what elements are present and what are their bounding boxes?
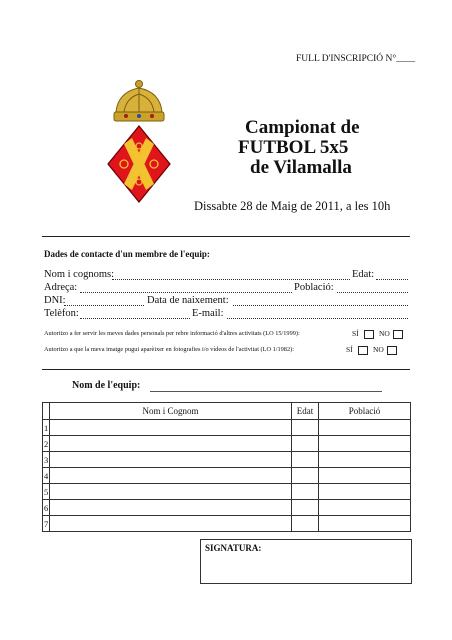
event-title-line2: FUTBOL 5x5 [238, 137, 349, 158]
town-cell[interactable] [319, 484, 411, 500]
contact-heading: Dades de contacte d'un membre de l'equip: [44, 249, 210, 259]
row-number: 1 [43, 420, 50, 436]
name-cell[interactable] [50, 452, 292, 468]
table-row [43, 500, 411, 516]
age-cell[interactable] [292, 484, 319, 500]
name-cell[interactable] [50, 420, 292, 436]
signature-box[interactable] [200, 539, 412, 584]
divider-middle [42, 369, 410, 370]
table-row [43, 420, 411, 436]
name-cell[interactable] [50, 468, 292, 484]
town-cell[interactable] [319, 500, 411, 516]
image-consent-yes-label: SÍ [346, 345, 353, 354]
town-cell[interactable] [319, 516, 411, 532]
event-date: Dissabte 28 de Maig de 2011, a les 10h [194, 199, 391, 213]
divider-top [42, 236, 410, 237]
team-name-label: Nom de l'equip: [72, 380, 141, 391]
team-table [42, 402, 411, 532]
dni-field[interactable] [64, 305, 144, 306]
age-cell[interactable] [292, 436, 319, 452]
table-row [43, 484, 411, 500]
form-number-label: FULL D'INSCRIPCIÓ N°____ [296, 54, 416, 64]
age-cell[interactable] [292, 420, 319, 436]
name-cell[interactable] [50, 436, 292, 452]
age-cell[interactable] [292, 468, 319, 484]
row-number: 7 [43, 516, 50, 532]
age-cell[interactable] [292, 500, 319, 516]
table-row [43, 516, 411, 532]
town-cell[interactable] [319, 436, 411, 452]
row-number: 3 [43, 452, 50, 468]
image-consent-text: Autoritzo a que la meva imatge pugui aparèixer en fotografies i/o vídeos de l'activitat (LO 1/1982): [44, 346, 294, 353]
coat-of-arms-icon [104, 78, 174, 204]
signature-label: SIGNATURA: [205, 543, 262, 553]
row-number: 6 [43, 500, 50, 516]
image-consent-no-checkbox[interactable] [387, 346, 397, 355]
table-header-cell [43, 403, 50, 420]
town-cell[interactable] [319, 452, 411, 468]
table-row [43, 468, 411, 484]
data-consent-no-label: NO [379, 329, 390, 338]
event-title-line3: de Vilamalla [250, 157, 352, 178]
data-consent-yes-checkbox[interactable] [364, 330, 374, 339]
age-cell[interactable] [292, 516, 319, 532]
row-number: 5 [43, 484, 50, 500]
phone-field[interactable] [80, 318, 190, 319]
phone-label: Telèfon: [44, 308, 79, 319]
email-label: E-mail: [192, 308, 224, 319]
table-header-row [43, 403, 411, 420]
name-field[interactable] [112, 279, 350, 280]
data-consent-yes-label: SÍ [352, 329, 359, 338]
table-row [43, 436, 411, 452]
birth-date-label: Data de naixement: [147, 295, 229, 306]
event-title-line1: Campionat de [245, 117, 360, 138]
town-cell[interactable] [319, 420, 411, 436]
name-cell[interactable] [50, 516, 292, 532]
age-label: Edat: [352, 269, 375, 280]
age-field[interactable] [376, 279, 408, 280]
town-label: Població: [294, 282, 334, 293]
address-field[interactable] [80, 292, 292, 293]
name-cell[interactable] [50, 484, 292, 500]
email-field[interactable] [227, 318, 408, 319]
column-header-name: Nom i Cognom [50, 403, 292, 420]
birth-date-field[interactable] [233, 305, 408, 306]
image-consent-no-label: NO [373, 345, 384, 354]
name-cell[interactable] [50, 500, 292, 516]
data-consent-no-checkbox[interactable] [393, 330, 403, 339]
team-name-field[interactable] [150, 391, 382, 392]
town-field[interactable] [337, 292, 408, 293]
table-row [43, 452, 411, 468]
dni-label: DNI: [44, 295, 66, 306]
address-label: Adreça: [44, 282, 78, 293]
image-consent-yes-checkbox[interactable] [358, 346, 368, 355]
name-label: Nom i cognoms: [44, 269, 114, 280]
age-cell[interactable] [292, 452, 319, 468]
row-number: 2 [43, 436, 50, 452]
crown-icon [114, 81, 164, 122]
data-consent-text: Autoritzo a fer servir les meves dades personals per rebre informació d'altres activitats (LO 15/1999): [44, 330, 300, 337]
town-cell[interactable] [319, 468, 411, 484]
column-header-town: Població [319, 403, 411, 420]
shield-icon [108, 126, 170, 202]
row-number: 4 [43, 468, 50, 484]
column-header-age: Edat [292, 403, 319, 420]
